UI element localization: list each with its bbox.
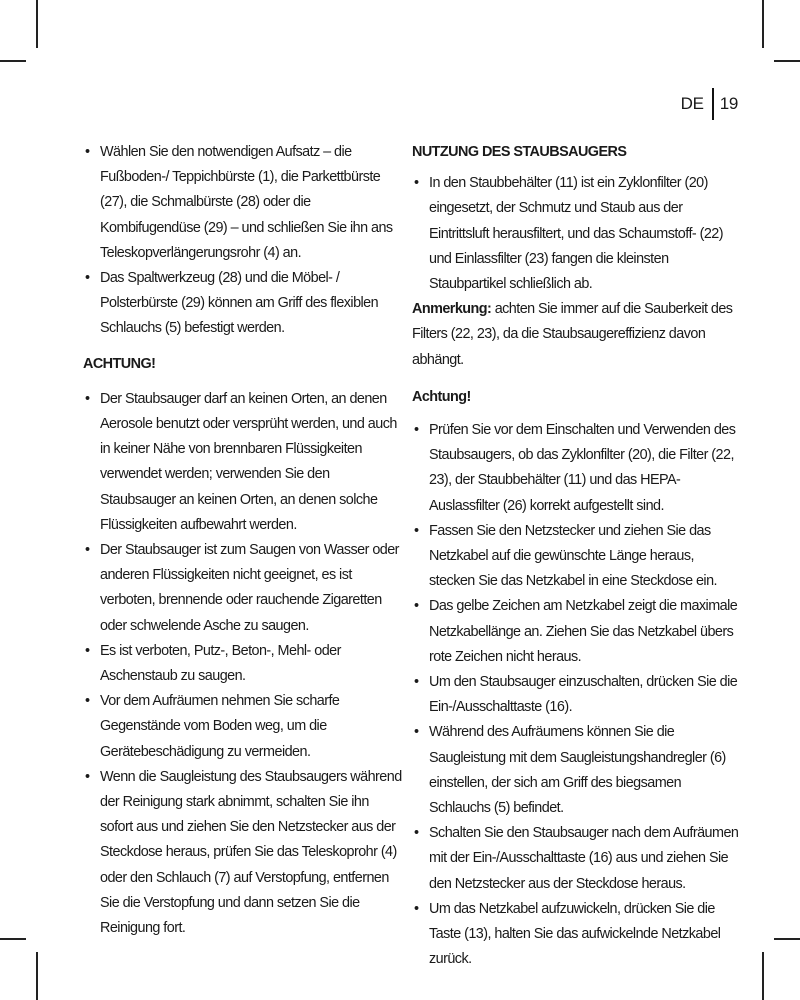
list-item: • Der Staubsauger darf an keinen Orten, an denen Aerosole benutzt oder versprüht werden, und auch in keiner Nähe von brennbaren Flüssigkeiten verwendet werden; verwenden Sie den Staubsauger an keinen Orten, an denen solche Flüssigkeiten aufbewahrt werden. — [83, 387, 403, 538]
crop-mark-top-right-horizontal — [774, 60, 800, 62]
caution-heading: Achtung! — [412, 388, 471, 405]
usage-heading: NUTZUNG DES STAUBSAUGERS — [412, 144, 627, 160]
list-item: • In den Staubbehälter (11) ist ein Zyklonfilter (20) eingesetzt, der Schmutz und Staub aus der Eintrittsluft herausfiltert, und das Schaumstoff- (22) und Einlassfilter (23) fangen die kleinsten Staubpartikel schließlich ab. — [412, 171, 742, 297]
crop-mark-top-right — [762, 0, 764, 48]
crop-mark-top-left — [36, 0, 38, 48]
list-item: • Es ist verboten, Putz-, Beton-, Mehl- oder Aschenstaub zu saugen. — [83, 639, 403, 689]
list-item: • Das Spaltwerkzeug (28) und die Möbel- / Polsterbürste (29) können am Griff des flexiblen Schlauchs (5) befestigt werden. — [83, 266, 403, 342]
list-item: • Wählen Sie den notwendigen Aufsatz – die Fußboden-/ Teppichbürste (1), die Parkettbürste (27), die Schmalbürste (28) oder die Kombifugendüse (29) – und schließen Sie ihn ans Teleskopverlängerungsrohr (4) an. — [83, 140, 403, 266]
right-column — [412, 140, 742, 973]
crop-mark-bottom-left — [36, 952, 38, 1000]
crop-mark-bottom-left-horizontal — [0, 938, 26, 940]
list-item: • Der Staubsauger ist zum Saugen von Wasser oder anderen Flüssigkeiten nicht geeignet, es ist verboten, brennende oder rauchende Zigaretten oder schwelende Asche zu saugen. — [83, 538, 403, 639]
list-item: • Vor dem Aufräumen nehmen Sie scharfe Gegenstände vom Boden weg, um die Gerätebeschädigung zu vermeiden. — [83, 689, 403, 765]
list-item: • Während des Aufräumens können Sie die Saugleistung mit dem Saugleistungshandregler (6) einstellen, der sich am Griff des biegsamen Schlauchs (5) befindet. — [412, 720, 742, 821]
crop-mark-top-left-horizontal — [0, 60, 26, 62]
crop-mark-bottom-right — [762, 952, 764, 1000]
note-label: Anmerkung: — [412, 301, 492, 318]
list-item: • Schalten Sie den Staubsauger nach dem Aufräumen mit der Ein-/Ausschalttaste (16) aus und ziehen Sie den Netzstecker aus der Steckdose heraus. — [412, 821, 742, 897]
list-item: • Fassen Sie den Netzstecker und ziehen Sie das Netzkabel auf die gewünschte Länge heraus, stecken Sie das Netzkabel in eine Steckdose ein. — [412, 519, 742, 595]
page-number: 19 — [719, 94, 738, 113]
list-item: • Das gelbe Zeichen am Netzkabel zeigt die maximale Netzkabellänge an. Ziehen Sie das Netzkabel übers rote Zeichen nicht heraus. — [412, 594, 742, 670]
left-column — [83, 140, 403, 941]
usage-list — [412, 171, 742, 297]
page-header — [681, 88, 738, 120]
crop-mark-bottom-right-horizontal — [774, 938, 800, 940]
list-item: • Wenn die Saugleistung des Staubsaugers während der Reinigung stark abnimmt, schalten Sie ihn sofort aus und ziehen Sie den Netzstecker aus der Steckdose heraus, prüfen Sie das Teleskoprohr (4) oder den Schlauch (7) auf Verstopfung, entfernen Sie die Verstopfung und dann setzen Sie die Reinigung fort. — [83, 765, 403, 941]
caution-list — [412, 418, 742, 972]
note-text: achten Sie immer auf die Sauberkeit des Filters (22, 23), da die Staubsaugereffizienz davon abhängt. — [412, 301, 733, 368]
warning-list — [83, 387, 403, 941]
intro-list — [83, 140, 403, 342]
filter-note — [412, 297, 742, 373]
list-item: • Um den Staubsauger einzuschalten, drücken Sie die Ein-/Ausschalttaste (16). — [412, 670, 742, 720]
list-item: • Um das Netzkabel aufzuwickeln, drücken Sie die Taste (13), halten Sie das aufwickelnde Netzkabel zurück. — [412, 897, 742, 973]
list-item: • Prüfen Sie vor dem Einschalten und Verwenden des Staubsaugers, ob das Zyklonfilter (20), die Filter (22, 23), der Staubbehälter (11) und das HEPA-Auslassfilter (26) korrekt aufgestellt sind. — [412, 418, 742, 519]
warning-heading: ACHTUNG! — [83, 355, 156, 372]
language-code: DE — [680, 94, 704, 113]
